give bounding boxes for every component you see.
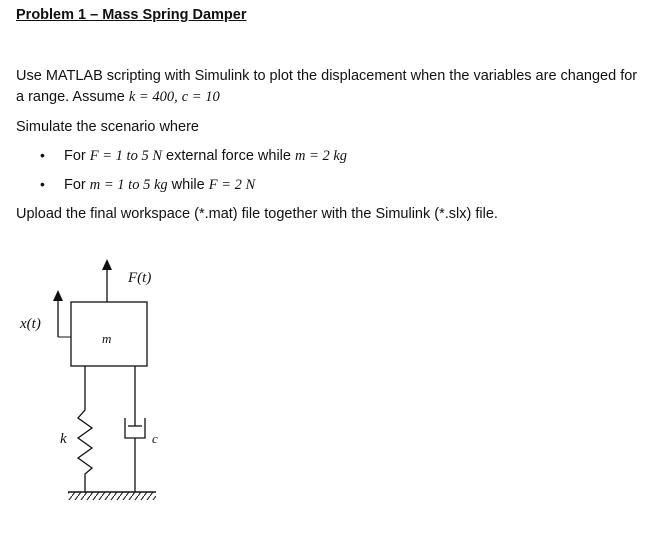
displacement-label: x(t): [20, 316, 41, 332]
bullet-dot-2: •: [40, 176, 45, 192]
upload-line: Upload the final workspace (*.mat) file together with the Simulink (*.slx) file.: [16, 206, 498, 222]
intro-line-2-text: a range. Assume: [16, 89, 125, 105]
force-arrow: [102, 259, 112, 302]
bullet-dot-1: •: [40, 147, 45, 163]
damper: [125, 366, 145, 492]
intro-line-1: Use MATLAB scripting with Simulink to plot the displacement when the variables are changed for: [16, 68, 638, 84]
mass-label: m: [102, 331, 112, 346]
spring-label: k: [60, 431, 67, 447]
simulate-line: Simulate the scenario where: [16, 119, 199, 135]
force-label: F(t): [128, 270, 152, 286]
problem-title: Problem 1 – Mass Spring Damper: [16, 7, 247, 23]
bullet-item-1: For F = 1 to 5 N external force while m = 2 kg: [64, 148, 348, 164]
bullet-item-2: For m = 1 to 5 kg while F = 2 N: [64, 177, 256, 193]
ground: [68, 492, 156, 500]
damper-label: c: [152, 431, 158, 446]
k-expression: k = 400,: [128, 89, 178, 105]
displacement-arrow: [53, 290, 71, 337]
spring: [78, 366, 92, 492]
c-expression: c = 10: [181, 89, 220, 105]
